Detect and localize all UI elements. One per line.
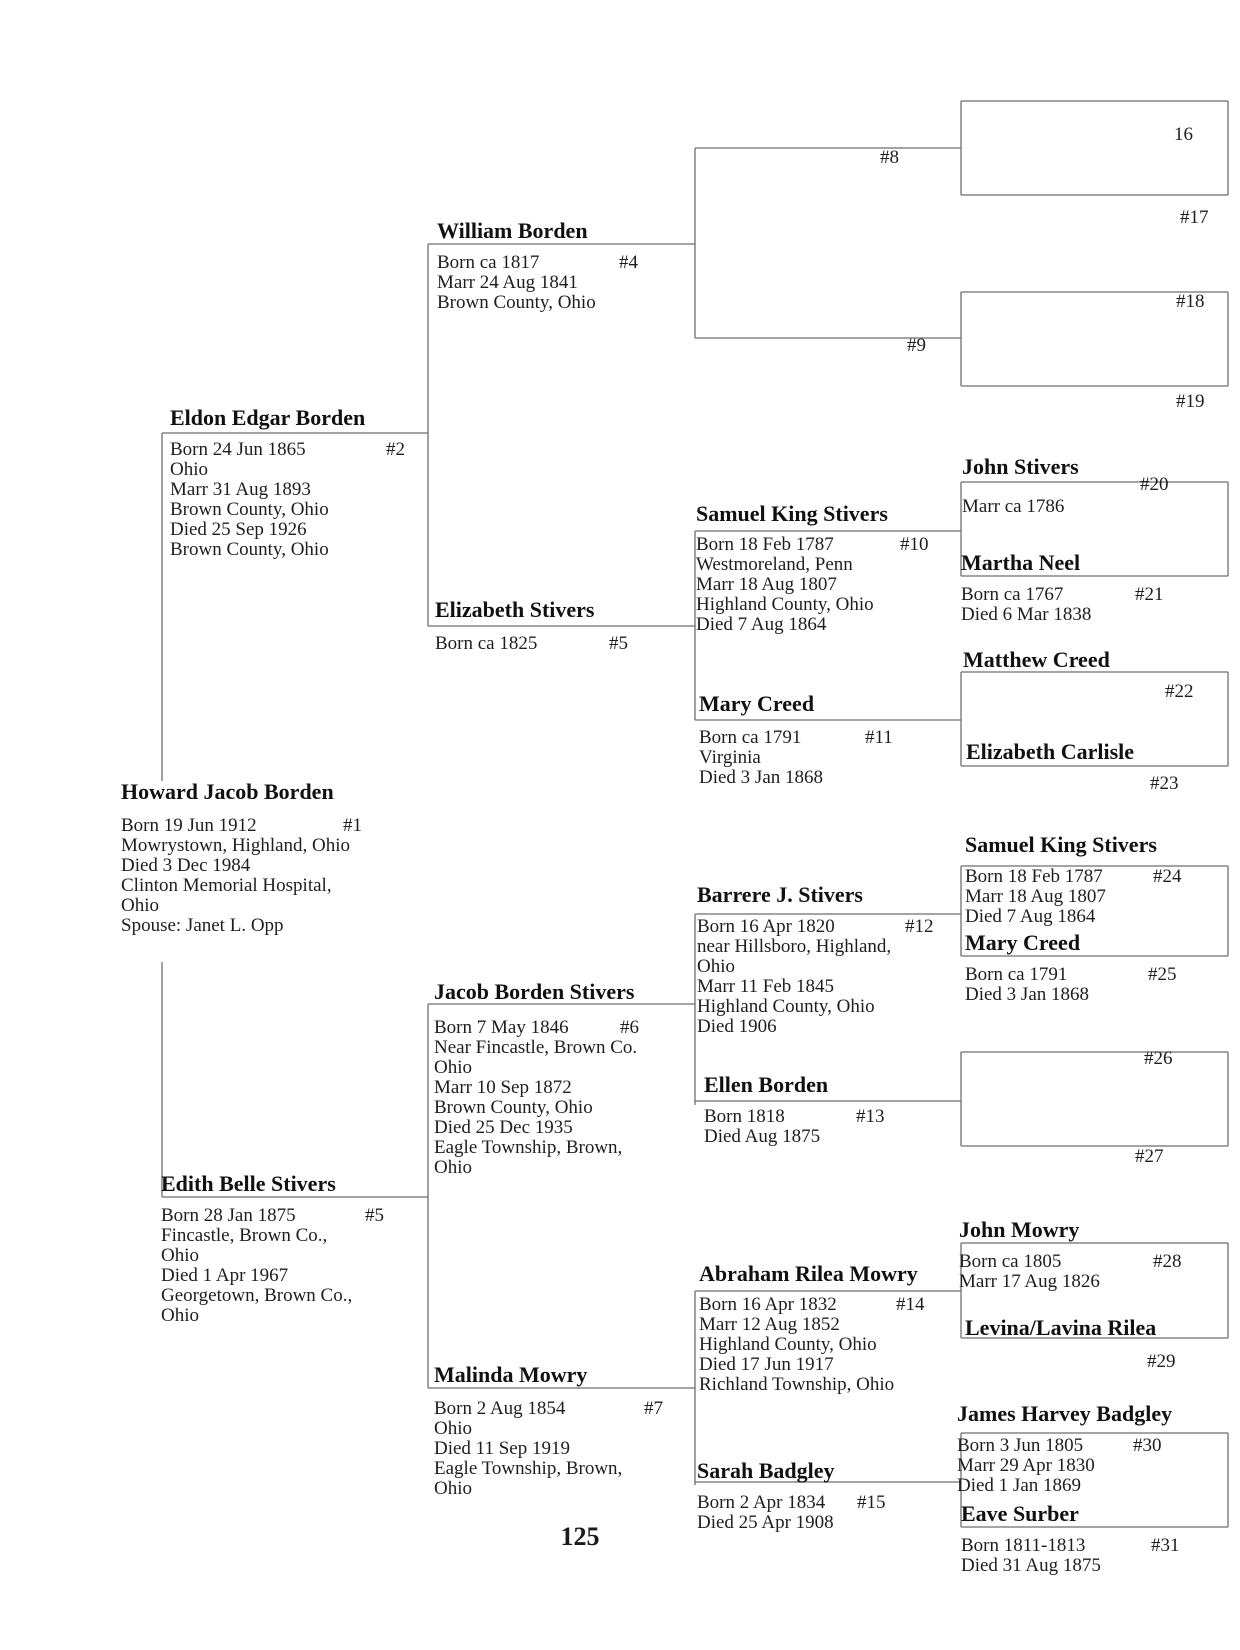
person-details <box>435 634 537 654</box>
detail-line: Brown County, Ohio <box>170 499 329 520</box>
detail-line: Died 3 Jan 1868 <box>699 767 824 788</box>
person-name: Eave Surber <box>961 1501 1079 1526</box>
detail-line: Died 25 Apr 1908 <box>697 1512 834 1533</box>
person-8-number: #8 <box>880 147 899 168</box>
detail-line: Born ca 1767 <box>961 584 1064 605</box>
detail-line: Died 7 Aug 1864 <box>965 906 1096 927</box>
detail-line: Died 1 Apr 1967 <box>161 1265 289 1286</box>
detail-line: Virginia <box>699 747 761 768</box>
person-number: #7 <box>644 1398 663 1419</box>
person-name: Mary Creed <box>699 691 815 716</box>
detail-line: Marr 31 Aug 1893 <box>170 479 311 500</box>
person-number: #23 <box>1150 773 1179 794</box>
person-number: #28 <box>1153 1251 1182 1272</box>
person-number: #31 <box>1151 1535 1180 1556</box>
detail-line: Ohio <box>697 956 735 977</box>
person-number: #14 <box>896 1294 925 1315</box>
detail-line: Died 1906 <box>697 1016 777 1037</box>
detail-line: Born 2 Apr 1834 <box>697 1492 826 1513</box>
detail-line: Highland County, Ohio <box>697 996 875 1017</box>
person-details <box>961 1536 1101 1576</box>
person-name: Malinda Mowry <box>434 1362 588 1387</box>
person-details <box>434 1399 622 1499</box>
person-name: John Stivers <box>962 454 1079 479</box>
detail-line: Eagle Township, Brown, <box>434 1137 623 1158</box>
detail-line: Born 1811-1813 <box>961 1535 1086 1556</box>
detail-line: Near Fincastle, Brown Co. <box>434 1037 638 1058</box>
detail-line: Born ca 1805 <box>959 1251 1062 1272</box>
person-name: Abraham Rilea Mowry <box>699 1261 918 1286</box>
detail-line: Ohio <box>434 1057 472 1078</box>
detail-line: Ohio <box>161 1245 199 1266</box>
person-name: Matthew Creed <box>963 647 1110 672</box>
detail-line: Born 7 May 1846 <box>434 1017 569 1038</box>
detail-line: Brown County, Ohio <box>170 539 329 560</box>
person-16-number: 16 <box>1174 124 1193 145</box>
person-details <box>697 1493 834 1533</box>
detail-line: Born 24 Jun 1865 <box>170 439 306 460</box>
person-details <box>961 585 1091 625</box>
person-details <box>697 917 891 1037</box>
detail-line: Ohio <box>434 1478 472 1499</box>
person-number: #22 <box>1165 681 1194 702</box>
detail-line: Born 18 Feb 1787 <box>965 866 1103 887</box>
detail-line: Mowrystown, Highland, Ohio <box>121 835 351 856</box>
person-details <box>699 728 823 788</box>
person-details <box>959 1252 1100 1292</box>
detail-line: Died 7 Aug 1864 <box>696 614 827 635</box>
person-name: Sarah Badgley <box>697 1458 835 1483</box>
person-number: #4 <box>619 252 638 273</box>
detail-line: Highland County, Ohio <box>699 1334 877 1355</box>
person-name: James Harvey Badgley <box>957 1401 1173 1426</box>
detail-line: Born 1818 <box>704 1106 785 1127</box>
person-details <box>170 440 329 560</box>
person-name: Barrere J. Stivers <box>697 882 863 907</box>
detail-line: Clinton Memorial Hospital, <box>121 875 332 896</box>
detail-line: Ohio <box>434 1418 472 1439</box>
detail-line: Born 28 Jan 1875 <box>161 1205 296 1226</box>
detail-line: Highland County, Ohio <box>696 594 874 615</box>
person-number: #13 <box>856 1106 885 1127</box>
person-name: Eldon Edgar Borden <box>170 405 366 430</box>
detail-line: Born 3 Jun 1805 <box>957 1435 1084 1456</box>
person-details <box>437 253 596 313</box>
person-number: #1 <box>343 815 362 836</box>
detail-line: Marr 18 Aug 1807 <box>696 574 837 595</box>
detail-line: Georgetown, Brown Co., <box>161 1285 353 1306</box>
detail-line: Marr 11 Feb 1845 <box>697 976 835 997</box>
detail-line: Born ca 1817 <box>437 252 540 273</box>
person-name: Mary Creed <box>965 930 1081 955</box>
detail-line: Born ca 1825 <box>435 633 538 654</box>
person-details <box>161 1206 352 1326</box>
detail-line: Born 16 Apr 1832 <box>699 1294 837 1315</box>
person-name: Jacob Borden Stivers <box>434 979 635 1004</box>
detail-line: Died 17 Jun 1917 <box>699 1354 834 1375</box>
detail-line: Born ca 1791 <box>965 964 1068 985</box>
person-number: #5 <box>609 633 628 654</box>
person-details <box>962 497 1064 517</box>
person-number: #20 <box>1140 474 1169 495</box>
person-19-number: #19 <box>1176 391 1205 412</box>
person-number: #12 <box>905 916 934 937</box>
detail-line: Marr ca 1786 <box>962 496 1065 517</box>
detail-line: Ohio <box>170 459 208 480</box>
person-number: #15 <box>857 1492 886 1513</box>
detail-line: Brown County, Ohio <box>434 1097 593 1118</box>
detail-line: Spouse: Janet L. Opp <box>121 915 284 936</box>
person-name: John Mowry <box>959 1217 1080 1242</box>
person-name: Elizabeth Stivers <box>435 597 595 622</box>
detail-line: Ohio <box>434 1157 472 1178</box>
detail-line: Died 1 Jan 1869 <box>957 1475 1082 1496</box>
person-name: Edith Belle Stivers <box>161 1171 336 1196</box>
person-number: #11 <box>865 727 893 748</box>
person-number: #25 <box>1148 964 1177 985</box>
person-number: #21 <box>1135 584 1164 605</box>
detail-line: Died 3 Jan 1868 <box>965 984 1090 1005</box>
detail-line: Born 18 Feb 1787 <box>696 534 834 555</box>
detail-line: Westmoreland, Penn <box>696 554 853 575</box>
detail-line: Richland Township, Ohio <box>699 1374 895 1395</box>
person-details <box>965 965 1089 1005</box>
detail-line: Died 11 Sep 1919 <box>434 1438 570 1459</box>
detail-line: Fincastle, Brown Co., <box>161 1225 328 1246</box>
detail-line: Died 31 Aug 1875 <box>961 1555 1101 1576</box>
person-details <box>699 1295 894 1395</box>
detail-line: Marr 17 Aug 1826 <box>959 1271 1100 1292</box>
person-27-number: #27 <box>1135 1146 1164 1167</box>
person-name: William Borden <box>437 218 588 243</box>
detail-line: Marr 18 Aug 1807 <box>965 886 1106 907</box>
detail-line: Marr 10 Sep 1872 <box>434 1077 572 1098</box>
person-9-number: #9 <box>907 335 926 356</box>
page-number: 125 <box>560 1522 600 1551</box>
detail-line: Died 3 Dec 1984 <box>121 855 251 876</box>
person-number: #5 <box>365 1205 384 1226</box>
person-details <box>965 867 1106 927</box>
person-name: Samuel King Stivers <box>965 832 1157 857</box>
person-17-number: #17 <box>1180 207 1209 228</box>
person-name: Howard Jacob Borden <box>121 779 334 804</box>
detail-line: Died Aug 1875 <box>704 1126 821 1147</box>
person-details <box>704 1107 820 1147</box>
detail-line: Born 16 Apr 1820 <box>697 916 835 937</box>
person-name: Levina/Lavina Rilea <box>965 1315 1157 1340</box>
detail-line: Ohio <box>161 1305 199 1326</box>
person-name: Elizabeth Carlisle <box>966 739 1135 764</box>
person-18-number: #18 <box>1176 291 1205 312</box>
detail-line: Eagle Township, Brown, <box>434 1458 623 1479</box>
person-name: Samuel King Stivers <box>696 501 888 526</box>
person-number: #29 <box>1147 1351 1176 1372</box>
detail-line: Died 6 Mar 1838 <box>961 604 1092 625</box>
person-details <box>957 1436 1095 1496</box>
person-26-number: #26 <box>1144 1048 1173 1069</box>
person-number: #6 <box>620 1017 639 1038</box>
person-details <box>121 816 350 936</box>
person-number: #10 <box>900 534 929 555</box>
detail-line: near Hillsboro, Highland, <box>697 936 892 957</box>
person-details <box>696 535 874 635</box>
person-name: Martha Neel <box>961 550 1081 575</box>
detail-line: Marr 29 Apr 1830 <box>957 1455 1095 1476</box>
detail-line: Died 25 Dec 1935 <box>434 1117 573 1138</box>
detail-line: Brown County, Ohio <box>437 292 596 313</box>
person-number: #2 <box>386 439 405 460</box>
detail-line: Born 2 Aug 1854 <box>434 1398 566 1419</box>
detail-line: Marr 12 Aug 1852 <box>699 1314 840 1335</box>
person-number: #24 <box>1153 866 1182 887</box>
detail-line: Ohio <box>121 895 159 916</box>
detail-line: Died 25 Sep 1926 <box>170 519 307 540</box>
detail-line: Born ca 1791 <box>699 727 802 748</box>
person-name: Ellen Borden <box>704 1072 829 1097</box>
person-details <box>434 1018 637 1178</box>
detail-line: Born 19 Jun 1912 <box>121 815 257 836</box>
detail-line: Marr 24 Aug 1841 <box>437 272 578 293</box>
person-number: #30 <box>1133 1435 1162 1456</box>
